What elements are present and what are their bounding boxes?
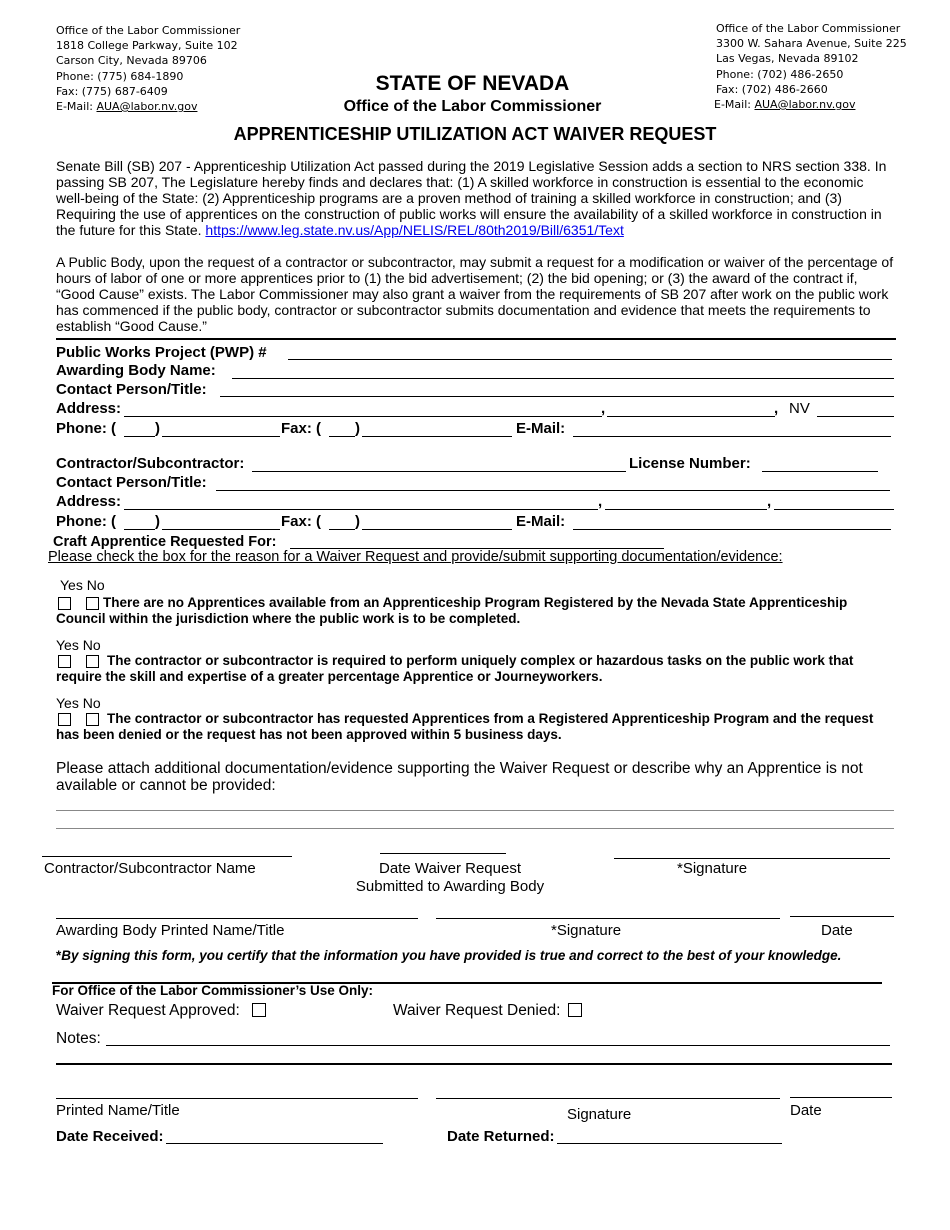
- project-phone-area-field[interactable]: [124, 436, 155, 437]
- office-use-title: For Office of the Labor Commissioner’s Use Only:: [52, 983, 374, 998]
- contractor-phone-area-field[interactable]: [124, 529, 155, 530]
- office-printed-label: Printed Name/Title: [56, 1102, 180, 1119]
- contractor-name-line[interactable]: [42, 856, 292, 857]
- project-phone-paren: ): [155, 420, 160, 437]
- contractor-zip-field[interactable]: [774, 509, 894, 510]
- awarding-body-label: Awarding Body Name:: [56, 362, 216, 379]
- project-phone-field[interactable]: [162, 436, 280, 437]
- awarding-body-field[interactable]: [232, 378, 894, 379]
- awarding-date-label: Date: [821, 922, 853, 939]
- left-office-fax: Fax: (775) 687-6409: [56, 84, 168, 98]
- reason-1-text: There are no Apprentices available from an Apprenticeship Program Registered by the Nevada State Apprenticeship Council within the jurisdiction where the public work is to be completed.: [56, 595, 848, 626]
- contractor-address-comma-2: ,: [767, 493, 772, 510]
- notes-divider: [56, 1063, 892, 1065]
- reason-3-yes-label: Yes: [56, 695, 79, 711]
- left-office-email-link[interactable]: AUA@labor.nv.gov: [96, 100, 198, 114]
- contractor-name-label: Contractor/Subcontractor Name: [44, 860, 256, 877]
- reason-3-no-label: No: [82, 695, 101, 711]
- left-office-phone: Phone: (775) 684-1890: [56, 69, 184, 83]
- date-waiver-label-2: Submitted to Awarding Body: [355, 878, 545, 895]
- date-received-label: Date Received:: [56, 1128, 164, 1145]
- office-title: Office of the Labor Commissioner: [343, 98, 602, 115]
- date-returned-field[interactable]: [557, 1143, 782, 1144]
- license-label: License Number:: [629, 455, 751, 472]
- approved-checkbox[interactable]: [252, 1003, 266, 1017]
- right-office-phone: Phone: (702) 486-2650: [716, 67, 844, 81]
- project-contact-label: Contact Person/Title:: [56, 381, 207, 398]
- project-city-field[interactable]: [607, 416, 775, 417]
- contractor-fax-area-field[interactable]: [329, 529, 355, 530]
- certification-statement: [56, 948, 841, 963]
- project-fax-field[interactable]: [362, 436, 512, 437]
- reason-1-yes-no-header: [60, 577, 105, 593]
- form-title: APPRENTICESHIP UTILIZATION ACT WAIVER REQUEST: [233, 124, 717, 144]
- craft-label: Craft Apprentice Requested For:: [53, 534, 277, 550]
- office-signature-label: Signature: [567, 1106, 632, 1123]
- right-office-city: Las Vegas, Nevada 89102: [716, 52, 859, 66]
- contractor-contact-field[interactable]: [216, 490, 890, 491]
- contractor-contact-label: Contact Person/Title:: [56, 474, 207, 491]
- certification-star: *: [56, 948, 62, 963]
- left-office-street: 1818 College Parkway, Suite 102: [56, 39, 238, 53]
- reason-3-yes-no-header: [56, 695, 101, 711]
- reason-2-text: The contractor or subcontractor is required to perform uniquely complex or hazardous tasks on the public work that require the skill and expertise of a greater percentage Apprentice or Journeyworkers.: [56, 653, 854, 684]
- right-office-name: Office of the Labor Commissioner: [716, 22, 901, 35]
- awarding-printed-line[interactable]: [56, 918, 418, 919]
- right-office-email-link[interactable]: AUA@labor.nv.gov: [754, 98, 856, 112]
- contractor-phone-paren: ): [155, 513, 160, 530]
- awarding-date-line[interactable]: [790, 916, 894, 917]
- contractor-phone-label: Phone: (: [56, 513, 116, 530]
- reason-1-yes-label: Yes: [60, 577, 83, 593]
- intro-paragraph-2: A Public Body, upon the request of a contractor or subcontractor, may submit a request for a modification or waiver of the percentage of hours of labor of one or more apprentices prior to (1) the bid advertisement; (2) the bid opening; or (3) the award of the contract if, “Good Cause” exists. The Labor Commissioner may also grant a waiver from the requirements of SB 207 after work on the public work has commenced if the public body, contractor or subcontractor submits documentation and evidence that meets the requirements to establish “Good Cause.”: [56, 254, 894, 334]
- license-field[interactable]: [762, 471, 878, 472]
- left-office-name: Office of the Labor Commissioner: [56, 24, 241, 37]
- state-title: STATE OF NEVADA: [375, 72, 570, 95]
- project-fax-paren: ): [355, 420, 360, 437]
- contractor-fax-field[interactable]: [362, 529, 512, 530]
- pwp-label: Public Works Project (PWP) #: [56, 344, 267, 361]
- notes-label: Notes:: [56, 1030, 101, 1047]
- awarding-signature-line[interactable]: [436, 918, 780, 919]
- intro-paragraph-1: [56, 158, 894, 238]
- awarding-printed-label: Awarding Body Printed Name/Title: [56, 922, 285, 939]
- reason-2-yes-no-header: [56, 637, 101, 653]
- contractor-phone-field[interactable]: [162, 529, 280, 530]
- date-returned-label: Date Returned:: [447, 1128, 555, 1145]
- denied-label: Waiver Request Denied:: [393, 1002, 561, 1019]
- right-office-street: 3300 W. Sahara Avenue, Suite 225: [716, 37, 907, 51]
- attach-text: Please attach additional documentation/evidence supporting the Waiver Request or describe why an Apprentice is not available or cannot be provided:: [56, 760, 863, 794]
- right-office-address: [716, 21, 907, 112]
- contractor-fax-label: Fax: (: [281, 513, 322, 530]
- contractor-street-field[interactable]: [124, 509, 598, 510]
- bill-link[interactable]: https://www.leg.state.nv.us/App/NELIS/REL/80th2019/Bill/6351/Text: [205, 222, 624, 238]
- contractor-address-comma-1: ,: [598, 493, 603, 510]
- contractor-fax-paren: ): [355, 513, 360, 530]
- date-received-field[interactable]: [166, 1143, 383, 1144]
- office-printed-line[interactable]: [56, 1098, 418, 1099]
- reason-1-no-label: No: [86, 577, 105, 593]
- reason-2-yes-label: Yes: [56, 637, 79, 653]
- project-phone-label: Phone: (: [56, 420, 116, 437]
- approved-label: Waiver Request Approved:: [56, 1002, 240, 1019]
- project-fax-label: Fax: (: [281, 420, 322, 437]
- project-email-field[interactable]: [573, 436, 891, 437]
- project-fax-area-field[interactable]: [329, 436, 355, 437]
- right-office-email-label: E-Mail:: [714, 98, 751, 112]
- contractor-email-label: E-Mail:: [516, 513, 566, 530]
- instructions-text: Please check the box for the reason for a Waiver Request and provide/submit supporting documentation/evidence:: [48, 549, 783, 565]
- contractor-city-field[interactable]: [605, 509, 767, 510]
- office-date-label: Date: [790, 1102, 822, 1119]
- contractor-email-field[interactable]: [573, 529, 891, 530]
- date-waiver-label-1: Date Waiver Request: [378, 860, 521, 877]
- left-office-city: Carson City, Nevada 89706: [56, 54, 207, 68]
- pwp-field[interactable]: [288, 359, 892, 360]
- left-office-address: [56, 23, 240, 114]
- nv-label: NV: [789, 400, 810, 417]
- description-line-1[interactable]: [56, 810, 894, 811]
- notes-field[interactable]: [106, 1045, 890, 1046]
- reason-3-text: The contractor or subcontractor has requested Apprentices from a Registered Apprenticeship Program and the request has been denied or the request has not been approved within 5 business days.: [56, 711, 874, 742]
- date-waiver-line[interactable]: [380, 853, 506, 854]
- project-email-label: E-Mail:: [516, 420, 566, 437]
- contractor-address-label: Address:: [56, 493, 122, 510]
- reason-2-no-label: No: [82, 637, 101, 653]
- contractor-signature-line[interactable]: [614, 858, 890, 859]
- office-date-line[interactable]: [790, 1097, 892, 1098]
- office-signature-line[interactable]: [436, 1098, 780, 1099]
- contractor-label: Contractor/Subcontractor:: [56, 455, 245, 472]
- right-office-fax: Fax: (702) 486-2660: [716, 82, 828, 96]
- project-zip-field[interactable]: [817, 416, 894, 417]
- project-address-comma-1: ,: [601, 400, 606, 417]
- denied-checkbox[interactable]: [568, 1003, 582, 1017]
- section-divider: [56, 338, 896, 340]
- project-address-comma-2: ,: [774, 400, 779, 417]
- intro-text-1: Senate Bill (SB) 207 - Apprenticeship Utilization Act passed during the 2019 Legislative Session adds a section to NRS section 338. In passing SB 207, The Legislature hereby finds and declares that: (1) A skilled workforce in construction is essential to the economic well-being of the State: (2) Apprenticeship programs are a proven method of training a skilled workforce in construction; and (3) Requiring the use of apprentices on the construction of public works will ensure the availability of a skilled workforce in construction in the future for this State.: [56, 158, 887, 238]
- contractor-field[interactable]: [252, 471, 626, 472]
- project-address-label: Address:: [56, 400, 122, 417]
- description-line-2[interactable]: [56, 828, 894, 829]
- awarding-signature-label: *Signature: [551, 922, 622, 939]
- certification-text: By signing this form, you certify that the information you have provided is true and correct to the best of your knowledge.: [61, 948, 842, 963]
- project-street-field[interactable]: [124, 416, 602, 417]
- contractor-signature-label: *Signature: [677, 860, 748, 877]
- left-office-email-label: E-Mail:: [56, 100, 93, 114]
- project-contact-field[interactable]: [220, 396, 894, 397]
